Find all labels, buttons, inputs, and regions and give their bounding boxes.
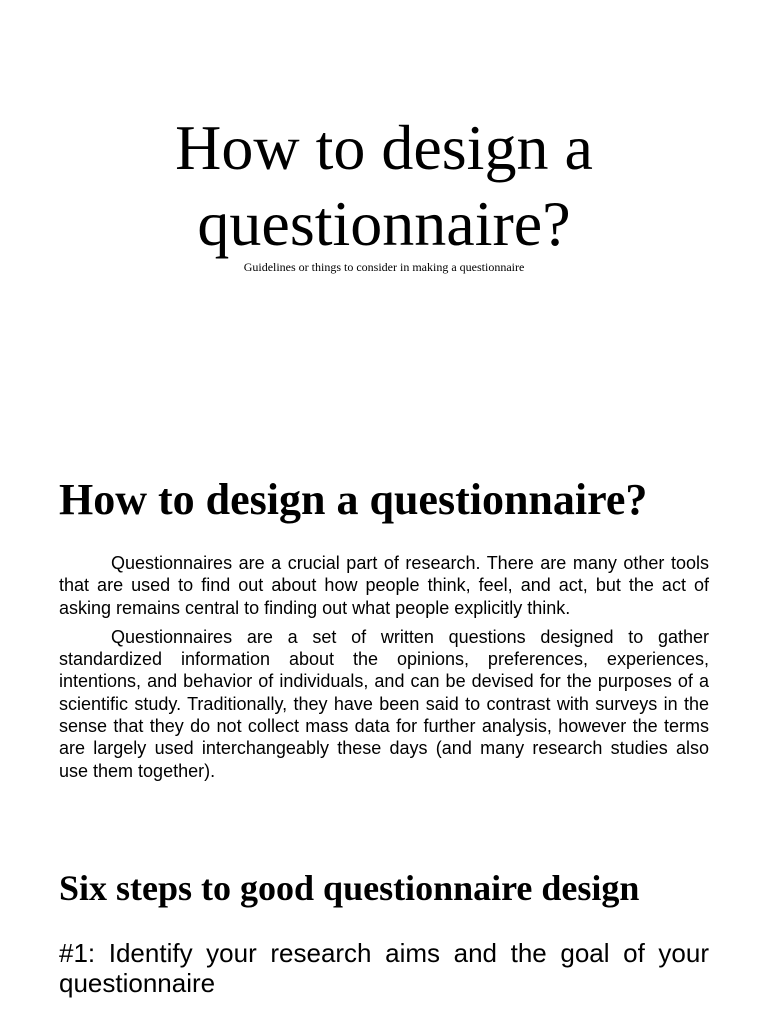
step-1-text: #1: Identify your research aims and the goal of your questionnaire: [59, 937, 709, 998]
cover-page: [0, 0, 768, 440]
cover-title: How to design a questionnaire?: [175, 112, 593, 259]
intro-paragraph: Questionnaires are a crucial part of research. There are many other tools that are used to find out about how people think, feel, and act, but the act of asking remains central to finding out what people explicitly think.: [59, 553, 709, 618]
document-body: [59, 470, 709, 998]
definition-paragraph: Questionnaires are a set of written questions designed to gather standardized information about the opinions, preferences, experiences, intentions, and behavior of individuals, and can be devised for the purposes of a scientific study. Traditionally, they have been said to contrast with surveys in the sense that they do not collect mass data for further analysis, however the terms are largely used interchangeably these days (and many research studies also use them together).: [59, 626, 709, 781]
cover-subtitle: Guidelines or things to consider in making a questionnaire: [243, 260, 525, 274]
steps-heading: Six steps to good questionnaire design: [59, 867, 640, 908]
section-heading: How to design a questionnaire?: [59, 475, 648, 524]
